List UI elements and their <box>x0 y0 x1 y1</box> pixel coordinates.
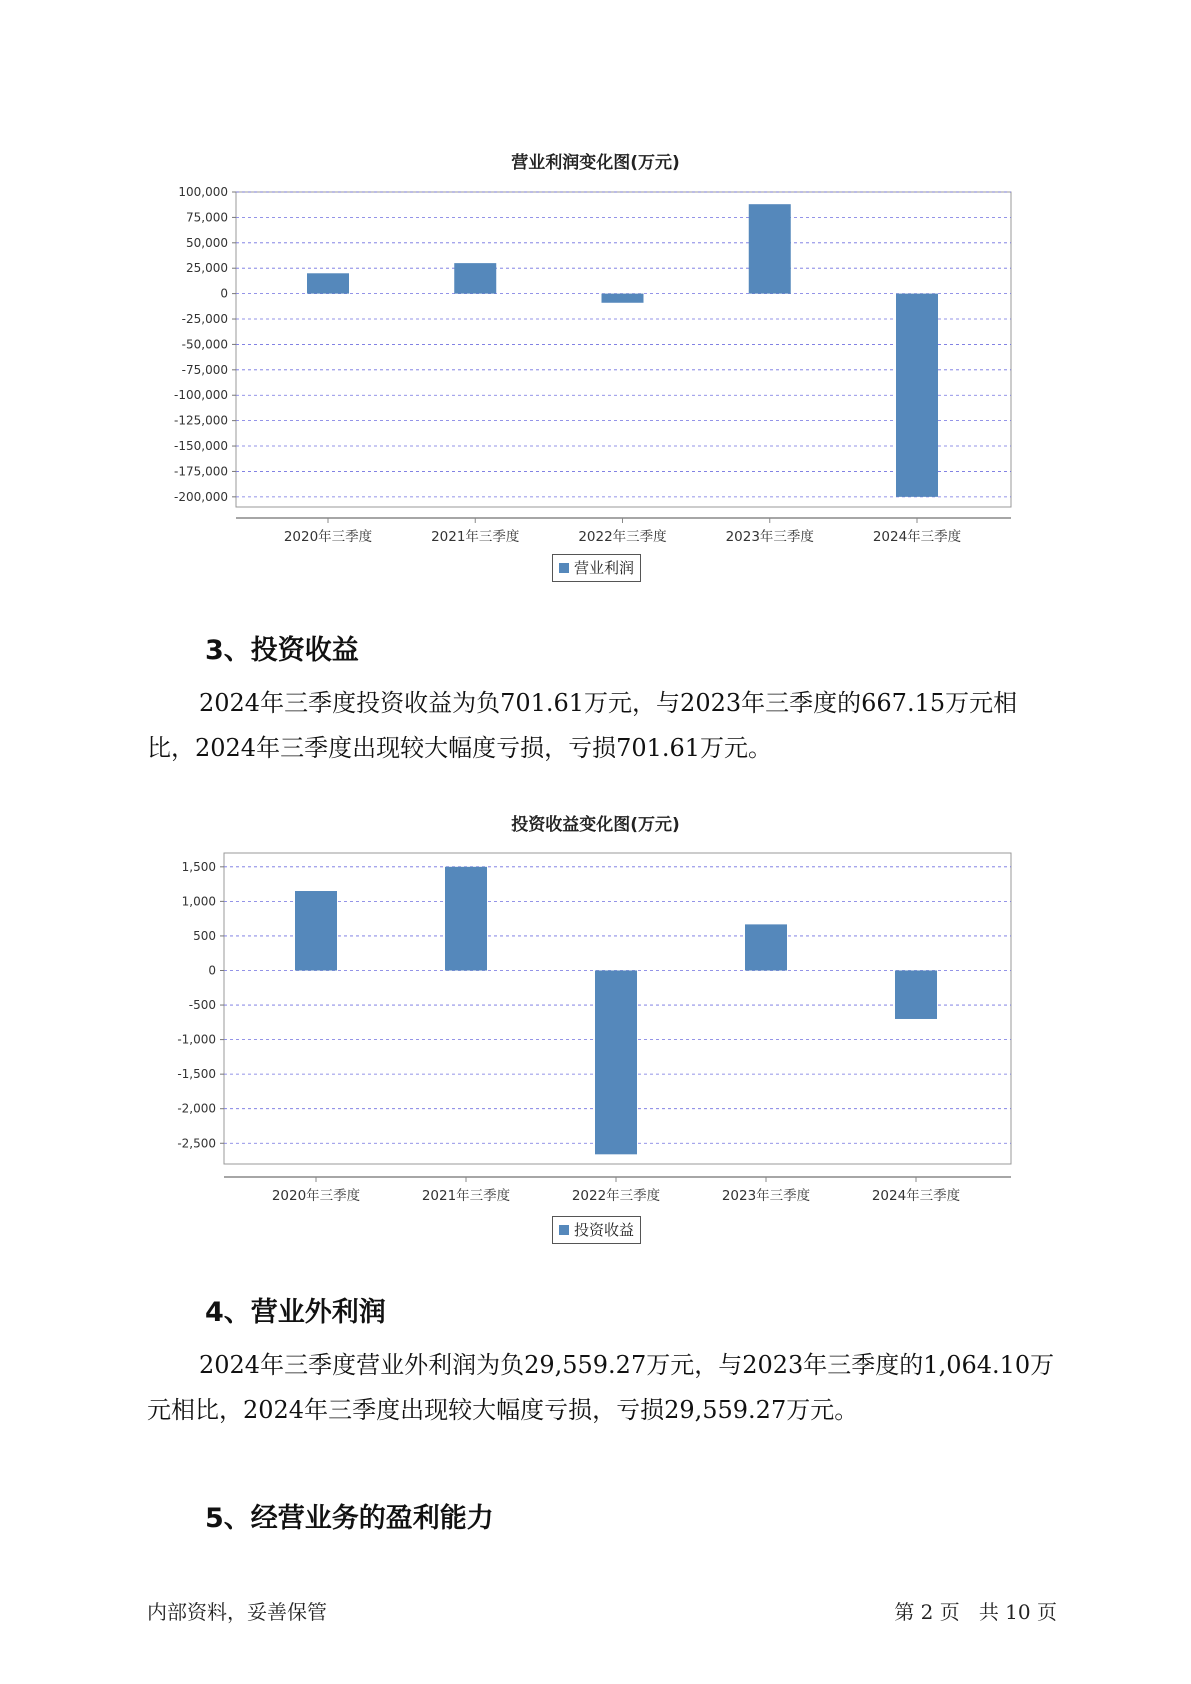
legend-label: 投资收益 <box>574 1221 635 1239</box>
y-tick-label: -150,000 <box>174 439 228 454</box>
bar <box>445 867 487 971</box>
y-tick-label: -50,000 <box>181 337 228 352</box>
bar <box>595 970 637 1154</box>
section-heading-non-operating-profit: 4、营业外利润 <box>205 1297 386 1328</box>
y-tick-label: 50,000 <box>186 235 228 250</box>
y-tick-label: -2,500 <box>177 1136 216 1151</box>
x-tick-label: 2024年三季度 <box>872 529 962 545</box>
x-tick-label: 2021年三季度 <box>421 1188 511 1204</box>
y-tick-label: 500 <box>193 928 216 943</box>
x-tick-label: 2023年三季度 <box>721 1188 811 1204</box>
y-tick-label: 1,000 <box>181 894 216 909</box>
x-tick-label: 2023年三季度 <box>725 529 814 545</box>
bar <box>895 970 937 1018</box>
x-tick-label: 2020年三季度 <box>283 529 373 545</box>
x-tick-label: 2024年三季度 <box>871 1188 961 1204</box>
y-tick-label: 100,000 <box>178 185 228 199</box>
y-tick-label: -25,000 <box>181 312 228 327</box>
y-tick-label: -1,000 <box>177 1032 216 1047</box>
footer-confidential-note: 内部资料，妥善保管 <box>147 1600 327 1624</box>
footer-page-number: 第 2 页 共 10 页 <box>894 1600 1057 1624</box>
y-tick-label: -2,000 <box>177 1101 216 1116</box>
non-operating-profit-paragraph: 2024年三季度营业外利润为负29,559.27万元，与2023年三季度的1,064.10万元相比，2024年三季度出现较大幅度亏损，亏损29,559.27万元。 <box>147 1351 1055 1424</box>
y-tick-label: -200,000 <box>174 489 228 504</box>
y-tick-label: 1,500 <box>181 859 216 874</box>
y-tick-label: -125,000 <box>174 413 228 428</box>
operating-profit-chart-title: 营业利润变化图(万元) <box>511 153 680 173</box>
y-tick-label: 75,000 <box>186 210 228 225</box>
legend-swatch-icon <box>559 1225 569 1235</box>
investment-income-paragraph: 2024年三季度投资收益为负701.61万元，与2023年三季度的667.15万元相比，2024年三季度出现较大幅度亏损，亏损701.61万元。 <box>147 689 1018 762</box>
y-tick-label: 0 <box>220 286 228 301</box>
section-heading-core-profitability: 5、经营业务的盈利能力 <box>205 1503 494 1534</box>
y-tick-label: -175,000 <box>174 464 228 479</box>
investment-income-legend <box>552 1216 641 1244</box>
bar <box>295 891 337 970</box>
bar <box>745 924 787 970</box>
legend-label: 营业利润 <box>574 559 635 577</box>
y-tick-label: 25,000 <box>186 261 228 276</box>
y-tick-label: -1,500 <box>177 1067 216 1082</box>
x-tick-label: 2022年三季度 <box>578 529 667 545</box>
x-tick-label: 2020年三季度 <box>271 1188 361 1204</box>
x-tick-label: 2021年三季度 <box>431 529 520 545</box>
y-tick-label: -100,000 <box>174 388 228 403</box>
section-heading-investment-income: 3、投资收益 <box>205 635 359 666</box>
y-tick-label: -500 <box>188 998 216 1013</box>
x-tick-label: 2022年三季度 <box>571 1188 661 1204</box>
y-tick-label: -75,000 <box>181 362 228 377</box>
investment-income-chart-title: 投资收益变化图(万元) <box>511 815 680 835</box>
y-tick-label: 0 <box>208 963 216 978</box>
